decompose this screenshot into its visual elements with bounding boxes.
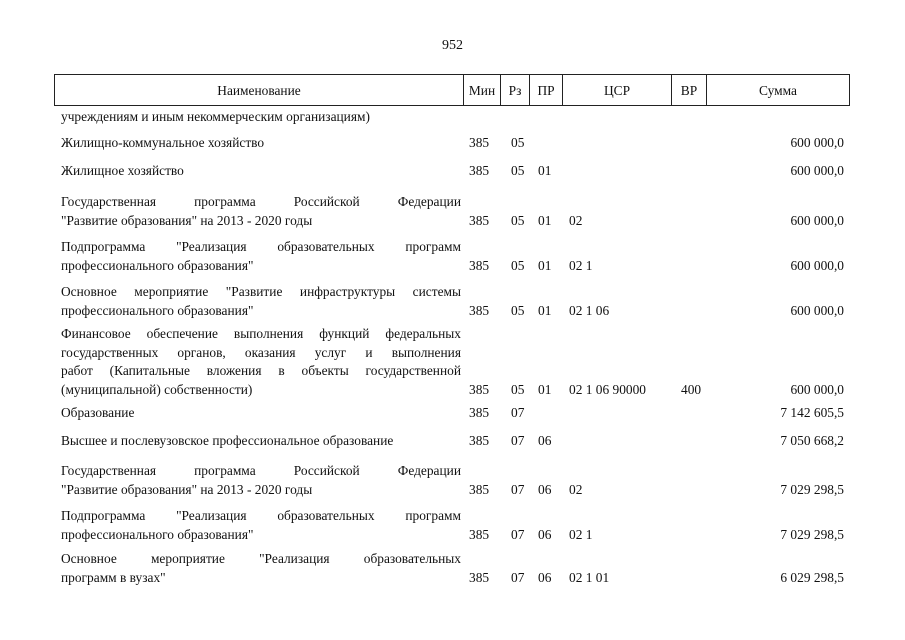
table-row — [61, 462, 850, 499]
row-min: 385 — [469, 481, 490, 497]
row-sum: 600 000,0 — [790, 302, 844, 318]
row-rz: 05 — [511, 302, 525, 318]
row-name-line: Государственная программа Российской Федерации — [61, 463, 461, 478]
header-min: Мин — [463, 75, 500, 105]
row-csr: 02 1 — [569, 257, 593, 273]
row-rz: 07 — [511, 569, 525, 585]
row-rz: 05 — [511, 212, 525, 228]
row-min: 385 — [469, 163, 490, 178]
row-name-line: Государственная программа Российской Федерации — [61, 194, 461, 209]
row-sum: 7 029 298,5 — [780, 526, 844, 542]
row-min: 385 — [469, 526, 490, 542]
table-row — [61, 162, 850, 181]
row-name-line: Подпрограмма "Реализация образовательных программ — [61, 239, 461, 254]
row-name — [61, 108, 461, 127]
row-name-line: Основное мероприятие "Развитие инфраструктуры системы — [61, 284, 461, 299]
row-sum: 600 000,0 — [790, 381, 844, 397]
row-pr: 01 — [538, 163, 552, 178]
row-pr: 06 — [538, 481, 552, 497]
row-pr: 06 — [538, 569, 552, 585]
row-csr: 02 1 06 — [569, 302, 610, 318]
row-csr: 02 1 01 — [569, 569, 610, 585]
row-name — [61, 507, 461, 544]
row-min: 385 — [469, 405, 490, 420]
table-row — [61, 325, 850, 399]
header-vr: ВР — [671, 75, 706, 105]
row-name — [61, 325, 461, 399]
table-row — [61, 404, 850, 423]
row-name-line: профессионального образования" — [61, 257, 254, 273]
row-sum: 7 029 298,5 — [780, 481, 844, 497]
row-csr: 02 1 — [569, 526, 593, 542]
row-min: 385 — [469, 569, 490, 585]
row-min: 385 — [469, 212, 490, 228]
table-row — [61, 108, 850, 127]
header-pr: ПР — [529, 75, 562, 105]
row-min: 385 — [469, 257, 490, 273]
row-sum: 600 000,0 — [790, 257, 844, 273]
row-name-line: Финансовое обеспечение выполнения функций федеральных — [61, 326, 461, 341]
row-min: 385 — [469, 302, 490, 318]
table-row — [61, 283, 850, 320]
page-number: 952 — [442, 38, 463, 53]
row-sum: 600 000,0 — [790, 212, 844, 228]
row-name — [61, 238, 461, 275]
row-vr: 400 — [681, 381, 702, 397]
row-name-line: профессионального образования" — [61, 302, 254, 318]
table-header — [54, 74, 850, 106]
row-name — [61, 550, 461, 587]
row-rz: 07 — [511, 405, 525, 420]
table-row — [61, 432, 850, 451]
table-row — [61, 550, 850, 587]
row-sum: 7 142 605,5 — [780, 405, 844, 420]
row-rz: 05 — [511, 257, 525, 273]
row-rz: 05 — [511, 381, 525, 397]
row-name — [61, 462, 461, 499]
row-name-line: Жилищное хозяйство — [61, 163, 184, 178]
row-csr: 02 1 06 90000 — [569, 381, 646, 397]
row-name — [61, 404, 461, 423]
row-rz: 07 — [511, 433, 525, 448]
row-name — [61, 283, 461, 320]
row-name-line: программ в вузах" — [61, 569, 166, 585]
header-csr: ЦСР — [562, 75, 671, 105]
header-rz: Рз — [500, 75, 529, 105]
table-row — [61, 507, 850, 544]
row-min: 385 — [469, 135, 490, 150]
row-name-line: работ (Капитальные вложения в объекты государственной — [61, 363, 461, 378]
row-pr: 06 — [538, 433, 552, 448]
row-rz: 05 — [511, 135, 525, 150]
row-name-line: учреждениям и иным некоммерческим организациям) — [61, 109, 370, 124]
row-sum: 7 050 668,2 — [780, 433, 844, 448]
row-rz: 05 — [511, 163, 525, 178]
row-name-line: Подпрограмма "Реализация образовательных программ — [61, 508, 461, 523]
row-min: 385 — [469, 381, 490, 397]
row-name-line: (муниципальной) собственности) — [61, 381, 253, 397]
row-pr: 06 — [538, 526, 552, 542]
header-name: Наименование — [217, 83, 301, 98]
row-rz: 07 — [511, 526, 525, 542]
table-row — [61, 238, 850, 275]
row-sum: 6 029 298,5 — [780, 569, 844, 585]
row-name-line: профессионального образования" — [61, 526, 254, 542]
row-name-line: государственных органов, оказания услуг и выполнения — [61, 344, 461, 360]
row-pr: 01 — [538, 257, 552, 273]
row-name-line: Высшее и послевузовское профессиональное образование — [61, 433, 394, 448]
row-sum: 600 000,0 — [790, 163, 844, 178]
row-name-line: Образование — [61, 405, 135, 420]
header-sum: Сумма — [706, 75, 849, 105]
row-name — [61, 162, 461, 181]
row-name — [61, 432, 461, 451]
table-row — [61, 193, 850, 230]
row-csr: 02 — [569, 212, 583, 228]
row-name-line: "Развитие образования" на 2013 - 2020 годы — [61, 212, 313, 228]
row-pr: 01 — [538, 381, 552, 397]
row-pr: 01 — [538, 212, 552, 228]
row-min: 385 — [469, 433, 490, 448]
row-csr: 02 — [569, 481, 583, 497]
row-name — [61, 193, 461, 230]
row-rz: 07 — [511, 481, 525, 497]
row-pr: 01 — [538, 302, 552, 318]
row-name-line: "Развитие образования" на 2013 - 2020 годы — [61, 481, 313, 497]
table-row — [61, 134, 850, 153]
row-name-line: Основное мероприятие "Реализация образовательных — [61, 551, 461, 566]
row-name-line: Жилищно-коммунальное хозяйство — [61, 135, 265, 150]
row-sum: 600 000,0 — [790, 135, 844, 150]
row-name — [61, 134, 461, 153]
